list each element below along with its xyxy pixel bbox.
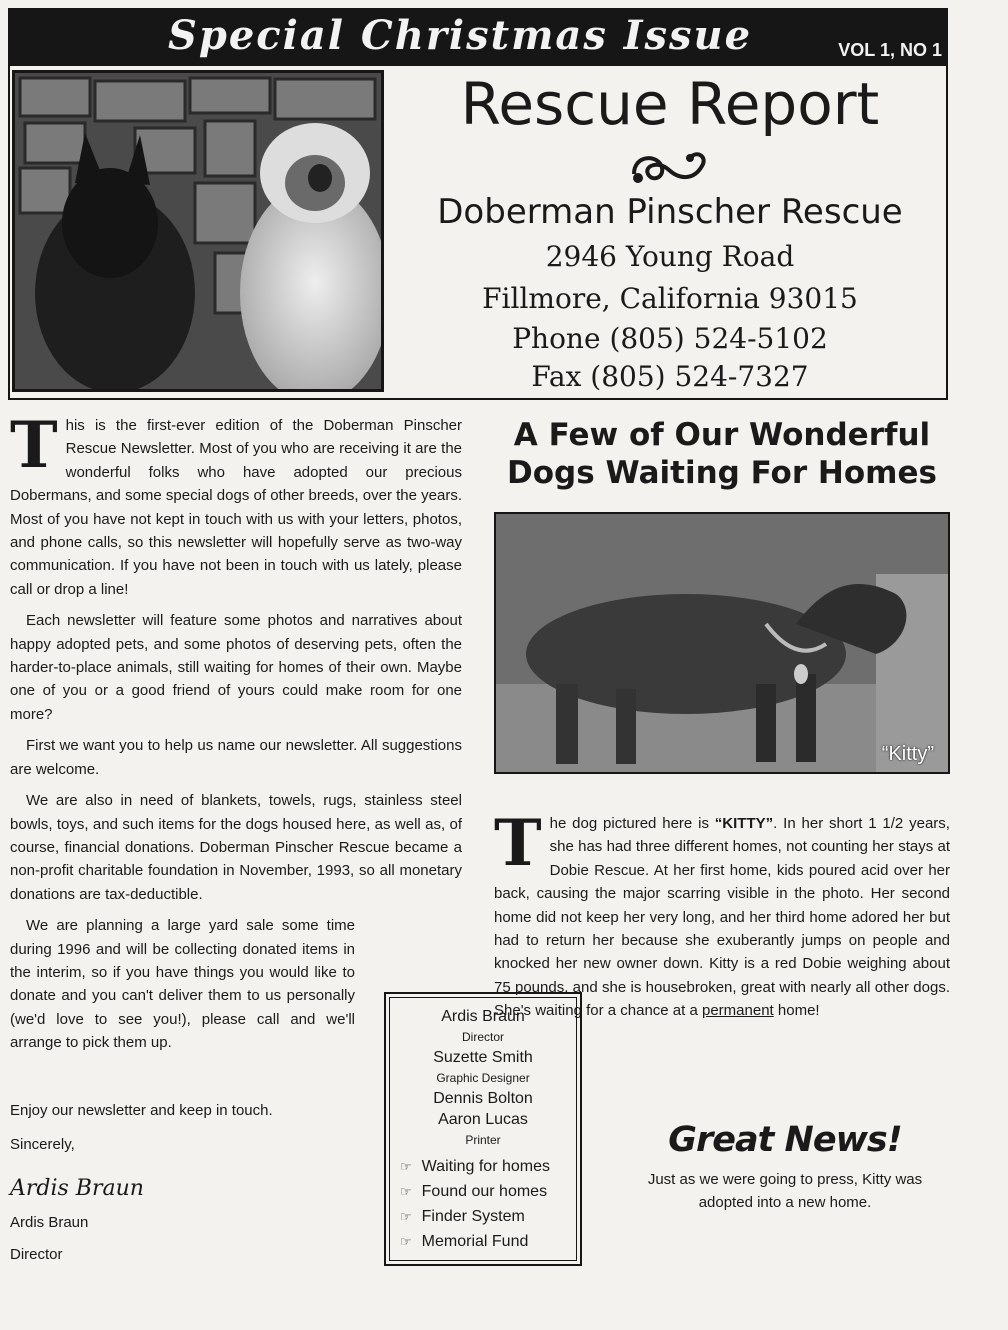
closing-line: Enjoy our newsletter and keep in touch.: [10, 1102, 273, 1119]
staff-role: Director: [461, 1030, 504, 1044]
issue-banner: [8, 8, 948, 64]
staff-name: Ardis Braun: [441, 1008, 525, 1025]
santa-dog-photo: [12, 70, 384, 392]
address-city: Fillmore, California 93015: [482, 282, 858, 315]
intro-paragraph-3: First we want you to help us name our newsletter. All suggestions are welcome.: [10, 737, 462, 778]
pointing-hand-icon: ☞: [400, 1159, 412, 1174]
great-news-heading: Great News!: [668, 1120, 902, 1160]
kitty-story: The dog pictured here is “KITTY”. In her short 1 1/2 years, she has had three different homes, not counting her stays at Dobie Rescue. At her first home, kids poured acid over her back, causing the major scarring visible in the photo. Her second home did not keep her very long, and her third home adored her but had to return her because she exuberantly jumps on people and knocked her new owner down. Kitty is a red Dobie weighing about 75 pounds, and she is housebroken, great with nearly all other dogs. She's waiting for a chance at a permanent home!: [494, 806, 950, 1020]
contents-item: ☞ Finder System: [400, 1208, 525, 1225]
permanent-word: permanent: [702, 1002, 774, 1020]
pointing-hand-icon: ☞: [400, 1234, 412, 1249]
organization-name: Doberman Pinscher Rescue: [437, 192, 903, 232]
address-street: 2946 Young Road: [545, 240, 795, 273]
volume-number: VOL 1, NO 1: [838, 40, 942, 60]
photo-caption: “Kitty”: [881, 743, 934, 765]
intro-article: [10, 408, 462, 1063]
staff-and-contents-box: [384, 992, 582, 1266]
staff-role: Graphic Designer: [436, 1071, 530, 1085]
intro-paragraph-4: We are also in need of blankets, towels, rugs, stainless steel bowls, toys, and such items for the dogs housed here, as well as, of course, financial donations. Doberman Pinscher Rescue became a non-profit charitable foundation in November, 1993, so all monetary donations are tax-deductible.: [10, 792, 462, 903]
great-news-text: Just as we were going to press, Kitty was adopted into a new home.: [647, 1171, 923, 1211]
newsletter-title: Rescue Report: [460, 70, 880, 138]
fax-number: Fax (805) 524-7327: [531, 360, 809, 393]
dog-name: “KITTY”: [714, 815, 774, 832]
staff-name: Dennis Bolton: [433, 1090, 533, 1107]
staff-name: Suzette Smith: [433, 1049, 533, 1066]
phone-number: Phone (805) 524-5102: [512, 322, 828, 355]
intro-paragraph-2: Each newsletter will feature some photos and narratives about happy adopted pets, and some photos of deserving pets, often the harder-to-place animals, still waiting for homes of their own. Maybe one of you or a good friend of yours could make room for one more?: [10, 612, 462, 723]
masthead: [392, 64, 948, 400]
drop-cap: T: [10, 408, 58, 483]
contents-item: ☞ Waiting for homes: [400, 1158, 550, 1175]
contents-list: [390, 1154, 576, 1254]
dogs-heading: A Few of Our Wonderful Dogs Waiting For Homes: [507, 417, 937, 491]
staff-name: Aaron Lucas: [438, 1111, 528, 1128]
pointing-hand-icon: ☞: [400, 1184, 412, 1199]
contents-item: ☞ Memorial Fund: [400, 1233, 529, 1250]
signer-name: Ardis Braun: [10, 1214, 89, 1231]
signer-title: Director: [10, 1246, 63, 1263]
flourish-ornament-icon: [624, 144, 714, 188]
signature: Ardis Braun: [10, 1176, 144, 1201]
intro-paragraph-1: This is the first-ever edition of the Doberman Pinscher Rescue Newsletter. Most of you who are receiving it are the wonderful folks who have adopted our precious Dobermans, and some special dogs of other breeds, over the years. Most of you have not kept in touch with us with your letters, photos, and phone calls, so this newsletter will hopefully serve as two-way communication. If you have not been in touch with us lately, please call or drop a line!: [10, 408, 462, 598]
intro-paragraph-5: We are planning a large yard sale some time during 1996 and will be collecting donated items in the interim, so if you have things you would like to donate and you can't deliver them to us personally (we'd love to see you!), please call and we'll arrange to pick them up.: [10, 917, 355, 1052]
issue-title: Special Christmas Issue: [168, 12, 753, 59]
staff-box-inner: [389, 997, 577, 1261]
drop-cap-kitty: T: [494, 806, 542, 881]
staff-role: Printer: [465, 1133, 501, 1147]
kitty-photo: [494, 512, 950, 774]
contents-item: ☞ Found our homes: [400, 1183, 548, 1200]
sincerely-line: Sincerely,: [10, 1136, 75, 1153]
pointing-hand-icon: ☞: [400, 1209, 412, 1224]
